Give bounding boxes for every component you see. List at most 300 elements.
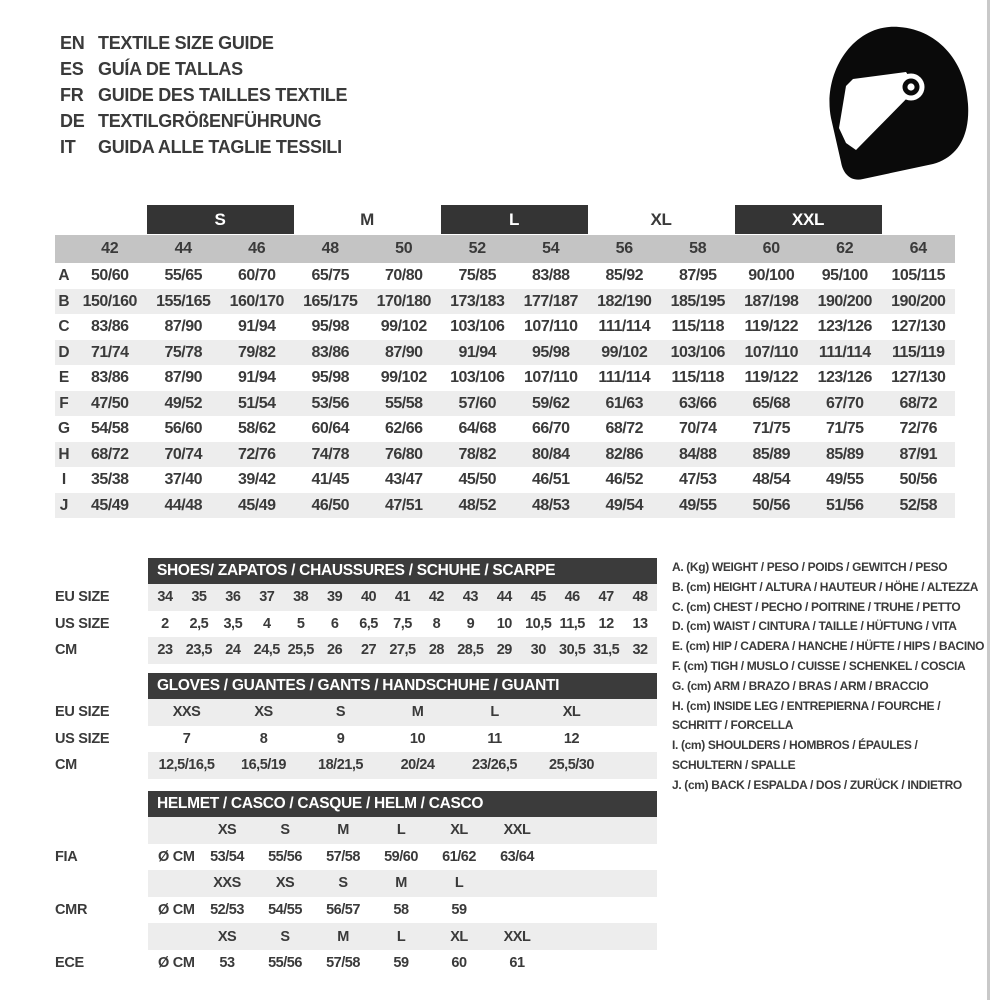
measurement-letter: F [59, 394, 69, 412]
size-value-cell: 71/75 [825, 420, 864, 437]
size-group-header-row [55, 205, 955, 234]
size-value-cell: 190/200 [817, 292, 872, 310]
size-value-cell: 185/195 [670, 292, 725, 310]
sub-table-row [55, 584, 660, 611]
size-value-cell: 54/55 [268, 902, 302, 919]
helmet-values-row [55, 897, 660, 924]
size-value-cell: 48 [632, 589, 648, 606]
size-column-header: 48 [321, 240, 339, 257]
size-value-cell: 27,5 [389, 642, 416, 659]
size-table-row [55, 442, 955, 468]
size-value-cell: 45/49 [237, 496, 276, 514]
size-value-cell: 28 [428, 642, 444, 659]
size-value-cell: 25,5/30 [549, 757, 594, 774]
diameter-unit-label: Ø CM [158, 955, 195, 972]
helmet-size-label: L [454, 875, 464, 892]
size-value-cell: 46/51 [531, 471, 570, 488]
size-value-cell: 25,5 [287, 642, 314, 659]
size-value-cell: L [490, 704, 499, 721]
size-value-cell: 39/42 [237, 471, 276, 488]
size-value-cell: 173/183 [450, 292, 505, 310]
page-edge-line [987, 0, 990, 1000]
size-value-cell: 55/56 [268, 848, 302, 865]
language-code: ES [60, 59, 84, 79]
size-value-cell: 30,5 [559, 642, 586, 659]
size-value-cell: 43 [462, 589, 478, 606]
size-value-cell: 83/86 [311, 343, 350, 361]
size-value-cell: 45/49 [90, 496, 129, 514]
row-label: EU SIZE [55, 589, 110, 605]
helmet-table-title: HELMET / CASCO / CASQUE / HELM / CASCO [148, 791, 657, 817]
helmet-size-table [55, 791, 660, 977]
size-value-cell: 51/54 [237, 394, 276, 412]
size-value-cell: 30 [530, 642, 546, 659]
size-value-cell: 79/82 [237, 343, 276, 361]
size-table-row [55, 314, 955, 340]
size-value-cell: 99/102 [380, 318, 427, 335]
measurement-letter: I [61, 471, 67, 488]
size-value-cell: 170/180 [376, 292, 431, 310]
diameter-unit-label: Ø CM [158, 902, 195, 919]
size-value-cell: 35 [191, 589, 207, 606]
size-value-cell: 10 [496, 615, 512, 632]
corner-cell [55, 235, 73, 263]
size-group-label: S [147, 205, 294, 234]
size-value-cell: 87/90 [164, 318, 203, 335]
racing-helmet-icon [806, 24, 974, 180]
size-value-cell: 60 [451, 955, 467, 972]
size-value-cell: 85/89 [752, 445, 791, 463]
legend-entry: E. (cm) HIP / CADERA / HANCHE / HÜFTE / HIPS / BACINO [672, 639, 985, 654]
row-label: US SIZE [55, 615, 110, 632]
size-value-cell: 190/200 [891, 292, 946, 310]
size-value-cell: 47/50 [90, 394, 129, 412]
size-value-cell: 59 [393, 955, 409, 972]
size-value-cell: 107/110 [744, 343, 798, 361]
row-values [148, 923, 657, 950]
size-value-cell: 99/102 [380, 369, 427, 386]
size-value-cell: 24 [225, 642, 241, 659]
size-value-cell: 56/60 [164, 420, 203, 437]
size-value-cell: 47 [598, 589, 614, 606]
size-value-cell: 58/62 [237, 420, 276, 437]
size-value-cell: 46 [564, 589, 580, 606]
size-value-cell: XXS [172, 704, 201, 721]
size-value-cell: 18/21,5 [318, 757, 363, 774]
size-value-cell: 103/106 [450, 318, 505, 335]
size-value-cell: 55/58 [384, 394, 423, 412]
size-value-cell: 4 [262, 615, 271, 632]
size-value-cell: 37/40 [164, 471, 203, 488]
size-table-row [55, 467, 955, 493]
size-value-cell: 66/70 [531, 420, 570, 437]
legend-entry: I. (cm) SHOULDERS / HOMBROS / ÉPAULES / SCHULTERN / SPALLE [672, 738, 918, 772]
size-value-cell: 41/45 [311, 471, 350, 488]
size-table-row [55, 416, 955, 442]
size-column-header: 42 [101, 240, 119, 257]
language-title-row [60, 82, 347, 108]
size-value-cell: 50/56 [752, 496, 791, 514]
size-value-cell: 182/190 [597, 292, 652, 310]
legend-entry: B. (cm) HEIGHT / ALTURA / HAUTEUR / HÖHE / ALTEZZA [672, 579, 979, 594]
size-value-cell: 85/92 [605, 267, 644, 284]
sub-table-row [55, 637, 660, 664]
size-value-cell: 64/68 [458, 420, 497, 437]
legend-entry: H. (cm) INSIDE LEG / ENTREPIERNA / FOURCHE / SCHRITT / FORCELLA [672, 698, 941, 733]
size-value-cell: 23 [157, 642, 173, 659]
row-values [148, 637, 657, 664]
size-value-cell: XL [562, 704, 581, 721]
size-value-cell: 54/58 [90, 420, 129, 437]
size-value-cell: 177/187 [523, 292, 578, 310]
size-value-cell: 53 [219, 955, 235, 972]
size-value-cell: 187/198 [744, 292, 799, 310]
size-value-cell: 84/88 [678, 445, 717, 463]
size-value-cell: 70/80 [384, 267, 423, 284]
size-value-cell: 107/110 [524, 318, 578, 335]
size-value-cell: 56/57 [326, 902, 360, 919]
helmet-size-label: S [280, 822, 290, 839]
size-table-row [55, 340, 955, 366]
size-value-cell: 49/55 [678, 496, 717, 514]
size-value-cell: 95/98 [311, 369, 350, 386]
size-value-cell: 8 [259, 730, 268, 747]
size-value-cell: 48/53 [531, 496, 570, 514]
size-value-cell: 111/114 [818, 343, 871, 361]
size-value-cell: 55/56 [268, 955, 302, 972]
size-value-cell: 46/50 [311, 496, 350, 514]
size-value-cell: 65/68 [752, 394, 791, 412]
size-value-cell: 3,5 [223, 615, 243, 632]
size-value-cell: 44/48 [164, 496, 203, 514]
size-value-cell: 62/66 [384, 420, 423, 437]
size-value-cell: 45 [530, 589, 546, 606]
row-values [148, 897, 657, 924]
measurement-letter: B [58, 292, 70, 310]
size-value-cell: 44 [496, 589, 512, 606]
size-value-cell: 27 [360, 642, 377, 659]
size-value-cell: 40 [360, 589, 377, 606]
size-value-cell: 71/74 [90, 343, 129, 361]
helmet-size-label: XXL [503, 928, 531, 945]
size-value-cell: 119/122 [744, 318, 798, 335]
size-value-cell: 85/89 [825, 445, 864, 463]
helmet-size-label: XS [275, 875, 295, 892]
size-value-cell: 48/52 [458, 496, 497, 514]
size-value-cell: 7 [182, 730, 191, 747]
size-value-cell: 105/115 [891, 267, 945, 284]
sub-table-row [55, 726, 660, 753]
size-value-cell: 87/95 [678, 267, 717, 284]
size-group-label: L [441, 205, 588, 234]
size-table-row [55, 289, 955, 315]
size-value-cell: 12,5/16,5 [158, 757, 215, 774]
size-value-cell: 11 [487, 730, 502, 747]
legend-entry: J. (cm) BACK / ESPALDA / DOS / ZURÜCK / INDIETRO [672, 777, 962, 792]
size-value-cell: 72/76 [899, 420, 938, 437]
standard-label: FIA [55, 848, 78, 865]
measurement-legend [672, 558, 988, 796]
size-group-label: M [360, 209, 374, 229]
size-value-cell: 28,5 [457, 642, 484, 659]
size-value-cell: 155/165 [156, 292, 211, 310]
guide-title: GUIDE DES TAILLES TEXTILE [98, 85, 348, 105]
size-value-cell: 99/102 [601, 343, 648, 361]
size-value-cell: 82/86 [605, 445, 644, 463]
size-value-cell: 115/119 [891, 343, 945, 361]
size-value-cell: 115/118 [671, 318, 725, 335]
size-value-cell: 45/50 [458, 471, 497, 488]
guide-title: TEXTILGRÖßENFÜHRUNG [98, 111, 322, 131]
sub-table-row [55, 752, 660, 779]
row-values [148, 726, 657, 753]
size-value-cell: 23/26,5 [472, 757, 517, 774]
size-column-header: 60 [762, 240, 780, 257]
legend-entry: D. (cm) WAIST / CINTURA / TAILLE / HÜFTUNG / VITA [672, 619, 957, 634]
size-value-cell: 83/88 [531, 267, 570, 284]
helmet-size-label: XXL [503, 822, 531, 839]
legend-entry: A. (Kg) WEIGHT / PESO / POIDS / GEWITCH / PESO [672, 560, 948, 574]
measurement-letter: J [59, 496, 69, 514]
size-value-cell: 60/70 [237, 267, 276, 284]
size-value-cell: 83/86 [90, 369, 129, 386]
size-table-body [55, 263, 955, 518]
row-label: US SIZE [55, 730, 110, 747]
row-values [148, 844, 657, 871]
diameter-unit-label: Ø CM [158, 848, 195, 865]
size-value-cell: S [335, 704, 346, 721]
size-value-cell: 75/78 [164, 343, 203, 361]
size-value-cell: 49/55 [825, 471, 864, 488]
row-values [148, 817, 657, 844]
size-value-cell: 51/56 [825, 496, 864, 514]
size-value-cell: 70/74 [164, 445, 203, 463]
size-value-cell: 95/98 [311, 318, 350, 335]
sub-table-row [55, 699, 660, 726]
size-value-cell: 16,5/19 [241, 757, 286, 774]
size-value-cell: 91/94 [237, 318, 276, 335]
size-column-header: 58 [689, 240, 707, 257]
row-label: CM [55, 642, 77, 659]
row-values [148, 950, 657, 977]
helmet-sizes-row [55, 870, 660, 897]
standard-label: ECE [55, 954, 84, 971]
row-values [148, 611, 657, 638]
size-value-cell: 65/75 [311, 267, 350, 284]
size-table-row [55, 391, 955, 417]
helmet-size-label: M [337, 822, 349, 839]
size-value-cell: 78/82 [458, 445, 497, 463]
size-value-cell: 5 [296, 615, 305, 632]
size-column-header: 46 [248, 240, 266, 257]
helmet-size-label: XS [217, 928, 237, 945]
guide-title: GUIDA ALLE TAGLIE TESSILI [98, 137, 342, 157]
size-value-cell: 127/130 [891, 318, 946, 335]
language-code: DE [60, 111, 85, 131]
size-value-cell: 47/53 [678, 471, 717, 488]
size-value-cell: 76/80 [384, 445, 423, 463]
size-value-cell: 59/60 [384, 848, 418, 865]
helmet-size-label: S [338, 875, 348, 892]
size-value-cell: XS [254, 704, 273, 721]
size-value-cell: 7,5 [393, 615, 412, 632]
language-code: FR [60, 85, 84, 105]
size-value-cell: 26 [327, 642, 343, 659]
size-value-cell: 150/160 [82, 292, 137, 310]
size-value-cell: 90/100 [748, 267, 795, 284]
size-value-cell: 87/90 [384, 343, 423, 361]
language-title-row [60, 108, 347, 134]
size-column-header: 56 [615, 240, 633, 257]
size-value-cell: 103/106 [450, 369, 505, 386]
size-value-cell: 50/56 [899, 471, 938, 488]
size-value-cell: 119/122 [744, 369, 798, 386]
size-value-cell: 83/86 [90, 318, 129, 335]
size-value-cell: 42 [428, 589, 444, 606]
row-label: EU SIZE [55, 704, 110, 720]
helmet-size-label: L [396, 822, 406, 839]
size-value-cell: 12 [598, 615, 614, 632]
size-table-row [55, 365, 955, 391]
size-value-cell: 75/85 [458, 267, 497, 284]
size-value-cell: 111/114 [598, 318, 651, 335]
measurement-letter: H [58, 445, 70, 463]
size-value-cell: 107/110 [524, 369, 578, 386]
size-value-cell: 103/106 [670, 343, 725, 361]
size-column-header: 64 [909, 240, 927, 257]
size-value-cell: 46/52 [605, 471, 644, 488]
size-value-cell: 80/84 [531, 445, 570, 463]
size-value-cell: 43/47 [384, 471, 423, 488]
size-value-cell: 87/91 [899, 445, 938, 463]
size-value-cell: 57/58 [326, 848, 360, 865]
size-value-cell: 6 [330, 615, 339, 632]
size-value-cell: 48/54 [752, 471, 791, 488]
size-column-header: 54 [542, 240, 560, 257]
size-value-cell: 11,5 [559, 615, 585, 632]
measurement-letter: D [58, 343, 70, 361]
size-value-cell: 32 [632, 642, 648, 659]
row-values [148, 699, 657, 726]
size-value-cell: 31,5 [592, 642, 620, 659]
legend-entry: F. (cm) TIGH / MUSLO / CUISSE / SCHENKEL / COSCIA [672, 658, 966, 673]
size-value-cell: 39 [327, 589, 343, 606]
size-value-cell: 72/76 [237, 445, 276, 463]
size-value-cell: 23,5 [185, 642, 212, 659]
size-value-cell: 52/53 [210, 902, 244, 919]
size-value-cell: 71/75 [752, 420, 791, 437]
row-label: CM [55, 757, 77, 774]
language-code: IT [60, 137, 76, 157]
size-group-label: XXL [735, 205, 882, 234]
size-value-cell: 9 [466, 615, 475, 632]
size-column-header: 62 [836, 240, 854, 257]
helmet-size-label: M [395, 875, 407, 892]
size-value-cell: 127/130 [891, 369, 946, 386]
guide-title: TEXTILE SIZE GUIDE [98, 33, 274, 53]
language-title-list [60, 30, 347, 160]
legend-entry: G. (cm) ARM / BRAZO / BRAS / ARM / BRACCIO [672, 678, 929, 693]
size-value-cell: 111/114 [598, 369, 651, 386]
size-value-cell: 20/24 [400, 757, 435, 774]
row-values [148, 870, 657, 897]
helmet-size-label: S [280, 928, 290, 945]
size-column-header: 50 [395, 240, 413, 257]
size-value-cell: 49/52 [164, 394, 203, 412]
size-value-cell: 60/64 [311, 420, 350, 437]
size-value-cell: 57/60 [458, 394, 497, 412]
size-value-cell: 53/56 [311, 394, 350, 412]
size-value-cell: 2 [161, 615, 169, 632]
size-value-cell: 59/62 [531, 394, 570, 412]
size-value-cell: 53/54 [210, 848, 244, 865]
size-value-cell: 68/72 [90, 445, 129, 463]
size-value-cell: 49/54 [605, 496, 644, 514]
measurement-letter: G [57, 420, 71, 437]
size-value-cell: 13 [632, 615, 648, 632]
helmet-values-row [55, 950, 660, 977]
helmet-size-label: L [396, 928, 406, 945]
size-value-cell: 165/175 [303, 292, 358, 310]
size-value-cell: 47/51 [384, 496, 423, 514]
size-value-cell: 50/60 [90, 267, 129, 284]
size-value-cell: 52/58 [899, 496, 938, 514]
size-value-cell: 68/72 [605, 420, 644, 437]
size-value-cell: 59 [451, 902, 467, 919]
size-value-cell: 68/72 [899, 394, 938, 412]
size-value-cell: 24,5 [253, 642, 280, 659]
measurement-letter: C [58, 318, 70, 335]
gloves-table-title: GLOVES / GUANTES / GANTS / HANDSCHUHE / GUANTI [148, 673, 657, 699]
helmet-sizes-row [55, 923, 660, 950]
guide-title: GUÍA DE TALLAS [98, 59, 243, 79]
size-value-cell: 41 [394, 589, 411, 606]
size-value-cell: 10 [409, 730, 426, 747]
size-value-cell: 67/70 [825, 394, 864, 412]
size-value-cell: 115/118 [671, 369, 725, 386]
size-value-cell: 91/94 [458, 343, 497, 361]
shoes-table-title: SHOES/ ZAPATOS / CHAUSSURES / SCHUHE / SCARPE [148, 558, 657, 584]
helmet-size-label: XS [217, 822, 237, 839]
size-value-cell: 34 [157, 589, 173, 606]
size-value-cell: 36 [225, 589, 241, 606]
row-label [55, 817, 148, 844]
helmet-size-label: M [337, 928, 349, 945]
size-value-cell: 38 [293, 589, 309, 606]
size-value-cell: 87/90 [164, 369, 203, 386]
size-value-cell: 37 [259, 589, 275, 606]
size-value-cell: 123/126 [817, 369, 872, 386]
size-value-cell: 61/62 [442, 848, 476, 865]
size-value-cell: 95/98 [531, 343, 570, 361]
language-title-row [60, 30, 347, 56]
size-value-cell: 74/78 [311, 445, 350, 463]
size-number-header-row [55, 235, 955, 263]
row-label [55, 923, 148, 950]
size-column-header: 52 [468, 240, 486, 257]
size-value-cell: 95/100 [821, 267, 868, 284]
measurement-letter: A [58, 267, 70, 284]
sub-table-row [55, 611, 660, 638]
size-value-cell: 70/74 [678, 420, 717, 437]
size-value-cell: 12 [563, 730, 580, 747]
size-value-cell: 91/94 [237, 369, 276, 386]
size-value-cell: 63/64 [500, 848, 534, 865]
language-title-row [60, 134, 347, 160]
size-value-cell: M [411, 704, 424, 721]
size-value-cell: 8 [432, 615, 441, 632]
size-value-cell: 10,5 [525, 615, 552, 632]
